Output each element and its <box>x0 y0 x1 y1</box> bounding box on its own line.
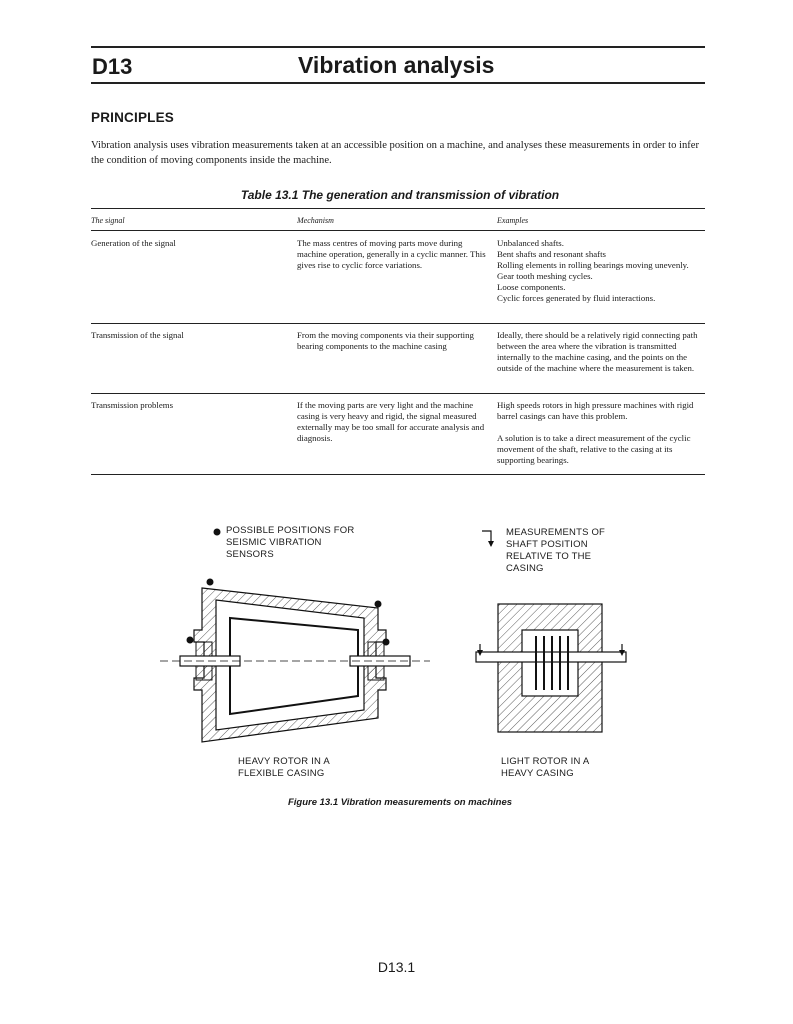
table-row-3-signal: Transmission problems <box>91 400 174 410</box>
figure-caption: Figure 13.1 Vibration measurements on machines <box>287 797 513 808</box>
light-rotor-diagram <box>470 600 640 740</box>
table-row-2-examples: Ideally, there should be a relatively rigid connecting path between the area where the vibration is transmitted internally to the machine casing, and the points on the outside of the machine where the measurement is taken. <box>497 330 698 373</box>
label-light-rotor: LIGHT ROTOR IN A HEAVY CASING <box>501 756 590 779</box>
table-row-rule <box>91 393 705 394</box>
table-row-3-mechanism: If the moving parts are very light and the machine casing is very heavy and rigid, the signal measured externally may be too small for accurate analysis and diagnosis. <box>297 400 485 443</box>
table-row-2-mechanism: From the moving components via their supporting bearing components to the machine casing <box>297 330 474 351</box>
table-row-rule <box>91 323 705 324</box>
table-header-rule <box>91 230 705 231</box>
heavy-rotor-diagram <box>150 570 440 755</box>
table-row-1-mechanism: The mass centres of moving parts move during machine operation, generally in a cyclic manner. This gives rise to cyclic force variations. <box>297 238 486 270</box>
table-header-examples: Examples <box>497 216 529 225</box>
table-header-mechanism: Mechanism <box>297 216 334 225</box>
table-bottom-rule <box>91 474 705 475</box>
label-heavy-rotor: HEAVY ROTOR IN A FLEXIBLE CASING <box>238 756 330 779</box>
header-bottom-rule <box>91 82 705 84</box>
table-row-1-examples: Unbalanced shafts. Bent shafts and resonant shafts Rolling elements in rolling bearings moving unevenly. Gear tooth meshing cycles. Loose components. Cyclic forces generated by fluid interactions. <box>497 238 689 303</box>
table-top-rule <box>91 208 705 209</box>
table-row-2-signal: Transmission of the signal <box>91 330 184 340</box>
sensor-dot-icon <box>212 527 222 537</box>
header-top-rule <box>91 46 705 48</box>
shaft-probe-icon <box>480 528 494 548</box>
page-number: D13.1 <box>377 959 416 975</box>
intro-paragraph: Vibration analysis uses vibration measurements taken at an accessible position on a machine, and analyses these measurements in order to infer the condition of moving components inside the machine. <box>91 140 700 166</box>
legend-sensor-positions: POSSIBLE POSITIONS FOR SEISMIC VIBRATION SENSORS <box>226 525 355 560</box>
page-title: Vibration analysis <box>298 52 495 78</box>
legend-shaft-measurements: MEASUREMENTS OF SHAFT POSITION RELATIVE TO THE CASING <box>506 527 606 574</box>
section-heading: PRINCIPLES <box>91 110 175 125</box>
table-row-3-examples: High speeds rotors in high pressure machines with rigid barrel casings can have this problem. A solution is to take a direct measurement of the cyclic movement of the shaft, relative to the casing at its supporting bearings. <box>497 400 694 465</box>
table-header-signal: The signal <box>91 216 125 225</box>
section-code: D13 <box>92 54 133 79</box>
table-row-1-signal: Generation of the signal <box>91 238 176 248</box>
table-caption: Table 13.1 The generation and transmission of vibration <box>240 188 560 202</box>
